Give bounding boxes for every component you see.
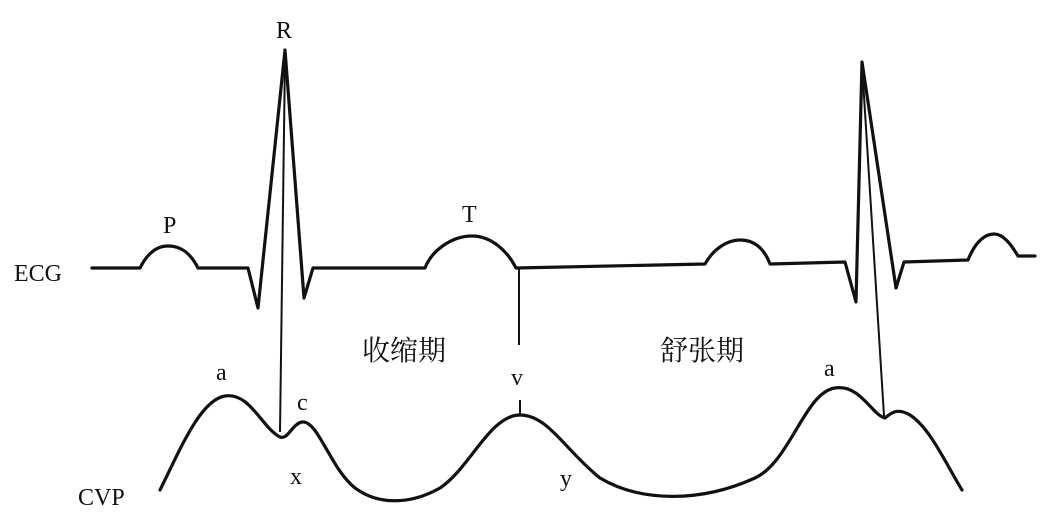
- systole-label: 收缩期: [362, 334, 447, 367]
- r-to-c-alignment-line: [280, 56, 285, 432]
- p-wave-label: P: [163, 213, 177, 239]
- t-wave-label: T: [462, 202, 477, 228]
- cvp-label: CVP: [78, 485, 125, 511]
- ecg-label: ECG: [14, 261, 62, 287]
- a-wave-label-first: a: [216, 360, 227, 386]
- c-wave-label: c: [297, 390, 308, 416]
- r-wave-label: R: [276, 18, 293, 44]
- x-descent-label: x: [290, 464, 302, 490]
- diastole-label: 舒张期: [660, 334, 745, 367]
- v-wave-label: v: [511, 365, 523, 391]
- y-descent-label: y: [560, 466, 572, 492]
- a-wave-label-second: a: [824, 356, 835, 382]
- ecg-trace: [92, 50, 1035, 308]
- r-to-a-alignment-line: [862, 64, 884, 416]
